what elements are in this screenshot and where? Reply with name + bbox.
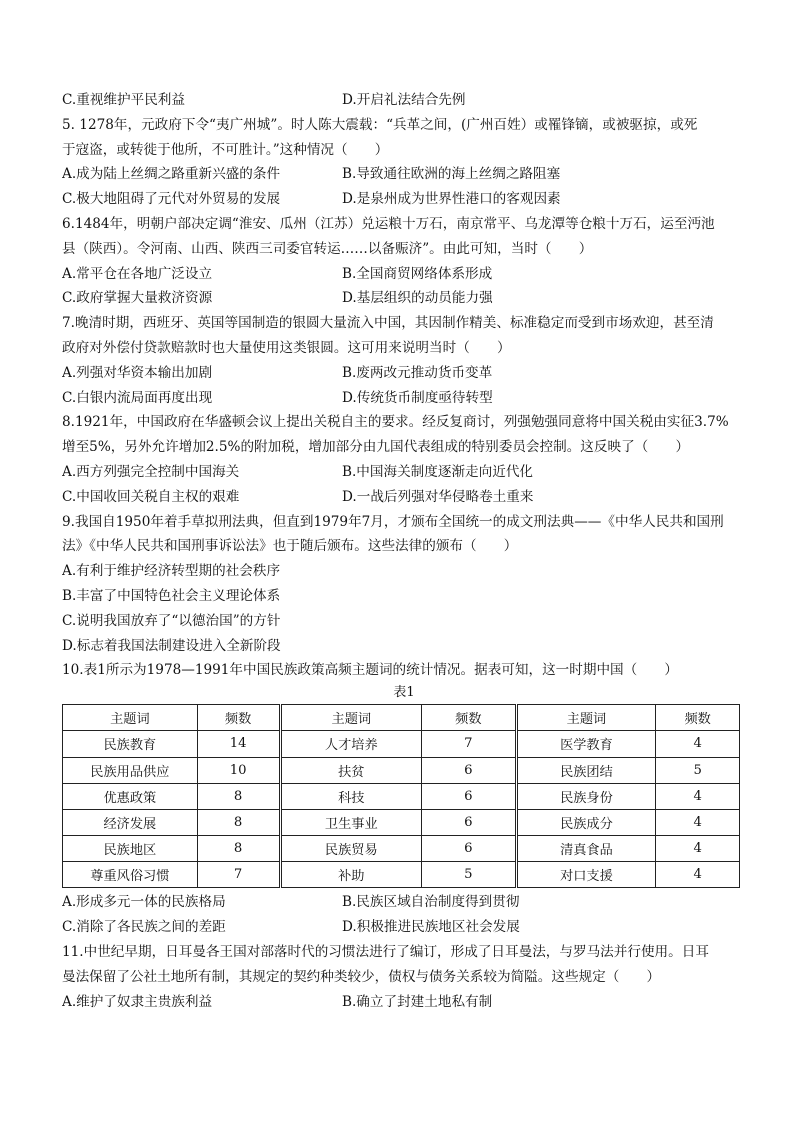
answer-option: B.废两改元推动货币变革: [342, 364, 493, 381]
option-row: [62, 990, 740, 1015]
question-text-line: 7.晚清时期，西班牙、英国等国制造的银圆大量流入中国，其因制作精美、标准稳定而受到市场欢迎，甚至清: [62, 315, 714, 332]
question-text-line: 于寇盗，或转徙于他所，不可胜计。”这种情况（ ）: [62, 141, 389, 158]
question-text-line: D.标志着我国法制建设进入全新阶段: [62, 637, 281, 654]
answer-option: B.民族区域自治制度得到贯彻: [342, 894, 520, 911]
question-text-line: 10.表1所示为1978—1991年中国民族政策高频主题词的统计情况。据表可知，这一时期中国（ ）: [62, 662, 679, 679]
option-row: [62, 485, 740, 510]
table-cell: 6: [422, 836, 517, 862]
question-text-line: 8.1921年，中国政府在华盛顿会议上提出关税自主的要求。经反复商讨，列强勉强同意将中国关税由实征3.7%: [62, 414, 729, 431]
table-cell: 民族成分: [516, 809, 656, 835]
table-cell: 扶贫: [280, 757, 422, 783]
table-header-cell: 主题词: [63, 705, 198, 731]
table-cell: 对口支援: [516, 862, 656, 888]
option-row: [62, 915, 740, 940]
table-cell: 优惠政策: [63, 783, 198, 809]
answer-option: A.成为陆上丝绸之路重新兴盛的条件: [62, 166, 281, 183]
table-header-cell: 频数: [656, 705, 740, 731]
table-header-cell: 主题词: [516, 705, 656, 731]
table-body: [63, 731, 740, 888]
answer-option: D.积极推进民族地区社会发展: [342, 919, 520, 936]
table-cell: 经济发展: [63, 809, 198, 835]
table-cell: 5: [422, 862, 517, 888]
questions-after-table: [62, 890, 740, 1014]
table-cell: 4: [656, 862, 740, 888]
table-row: [63, 836, 740, 862]
answer-option: C.消除了各民族之间的差距: [62, 919, 226, 936]
theme-word-table: [62, 704, 740, 888]
table-cell: 5: [656, 757, 740, 783]
question-text-line: 9.我国自1950年着手草拟刑法典，但直到1979年7月，才颁布全国统一的成文刑法典——《中华人民共和国刑: [62, 513, 724, 530]
table-cell: 4: [656, 783, 740, 809]
answer-option: B.全国商贸网络体系形成: [342, 265, 493, 282]
table-cell: 4: [656, 809, 740, 835]
table-cell: 6: [422, 757, 517, 783]
table-cell: 科技: [280, 783, 422, 809]
table-cell: 人才培养: [280, 731, 422, 757]
question-text-line: 5. 1278年，元政府下令“夷广州城”。时人陈大震载：“兵革之间，(广州百姓）或罹锋镝，或被驱掠，或死: [62, 116, 698, 133]
question-text-line: 曼法保留了公社土地所有制，其规定的契约种类较少，债权与债务关系较为简隘。这些规定（ ）: [62, 968, 661, 985]
table-cell: 8: [197, 836, 280, 862]
table-cell: 14: [197, 731, 280, 757]
option-row: [62, 361, 740, 386]
answer-option: A.维护了奴隶主贵族利益: [62, 993, 213, 1010]
option-row: [62, 262, 740, 287]
answer-option: D.开启礼法结合先例: [342, 92, 466, 108]
answer-option: C.重视维护平民利益: [62, 92, 185, 108]
answer-option: D.传统货币制度亟待转型: [342, 389, 493, 406]
table-cell: 7: [422, 731, 517, 757]
option-row: [62, 890, 740, 915]
answer-option: D.一战后列强对华侵略卷土重来: [342, 488, 534, 505]
table-cell: 8: [197, 783, 280, 809]
answer-option: A.西方列强完全控制中国海关: [62, 463, 240, 480]
answer-option: B.导致通往欧洲的海上丝绸之路阻塞: [342, 166, 561, 183]
table-cell: 医学教育: [516, 731, 656, 757]
option-row: [62, 88, 740, 113]
answer-option: D.是泉州成为世界性港口的客观因素: [342, 191, 561, 208]
questions-before-table: [62, 88, 740, 683]
option-row: [62, 460, 740, 485]
table-row: [63, 757, 740, 783]
answer-option: C.白银内流局面再度出现: [62, 389, 213, 406]
answer-option: D.基层组织的动员能力强: [342, 290, 493, 307]
table-cell: 10: [197, 757, 280, 783]
question-text-line: 11.中世纪早期，日耳曼各王国对部落时代的习惯法进行了编订，形成了日耳曼法，与罗马法并行使用。日耳: [62, 944, 709, 961]
answer-option: B.确立了封建土地私有制: [342, 993, 493, 1010]
question-text-line: 县（陕西）。令河南、山西、陕西三司委官转运……以备赈济”。由此可知，当时（ ）: [62, 240, 593, 257]
table-header-row: [63, 705, 740, 731]
option-row: [62, 187, 740, 212]
question-text-line: 增至5%，另外允许增加2.5%的附加税，增加部分由九国代表组成的特别委员会控制。这反映了（ ）: [62, 439, 690, 456]
table-cell: 民族用品供应: [63, 757, 198, 783]
table-row: [63, 809, 740, 835]
question-text-line: A.有利于维护经济转型期的社会秩序: [62, 563, 281, 580]
table-header-cell: 频数: [197, 705, 280, 731]
table-row: [63, 862, 740, 888]
table-cell: 8: [197, 809, 280, 835]
question-text-line: 法》《中华人民共和国刑事诉讼法》也于随后颁布。这些法律的颁布（ ）: [62, 538, 518, 555]
question-text-line: 6.1484年，明朝户部决定调“淮安、瓜州（江苏）兑运粮十万石，南京常平、乌龙潭等仓粮十万石，运至沔池: [62, 215, 715, 232]
table-cell: 民族团结: [516, 757, 656, 783]
answer-option: C.极大地阻碍了元代对外贸易的发展: [62, 191, 281, 208]
table-cell: 6: [422, 809, 517, 835]
table-row: [63, 731, 740, 757]
table-row: [63, 783, 740, 809]
table-cell: 民族身份: [516, 783, 656, 809]
answer-option: A.形成多元一体的民族格局: [62, 894, 226, 911]
table-cell: 补助: [280, 862, 422, 888]
option-row: [62, 286, 740, 311]
table-cell: 卫生事业: [280, 809, 422, 835]
answer-option: C.中国收回关税自主权的艰难: [62, 488, 240, 505]
question-text-line: B.丰富了中国特色社会主义理论体系: [62, 587, 281, 604]
answer-option: C.政府掌握大量救济资源: [62, 290, 213, 307]
table-cell: 6: [422, 783, 517, 809]
table-header-cell: 主题词: [280, 705, 422, 731]
answer-option: B.中国海关制度逐渐走向近代化: [342, 463, 534, 480]
table-cell: 4: [656, 731, 740, 757]
answer-option: A.列强对华资本输出加剧: [62, 364, 213, 381]
question-text-line: C.说明我国放弃了“以德治国”的方针: [62, 612, 281, 629]
table-cell: 清真食品: [516, 836, 656, 862]
table-cell: 民族地区: [63, 836, 198, 862]
table-cell: 4: [656, 836, 740, 862]
option-row: [62, 386, 740, 411]
table-cell: 民族贸易: [280, 836, 422, 862]
table-cell: 尊重风俗习惯: [63, 862, 198, 888]
table-caption: 表1: [393, 685, 415, 701]
question-text-line: 政府对外偿付贷款赔款时也大量使用这类银圆。这可用来说明当时（ ）: [62, 339, 511, 356]
table-header-cell: 频数: [422, 705, 517, 731]
option-row: [62, 162, 740, 187]
exam-page: [62, 88, 740, 1014]
table-cell: 民族教育: [63, 731, 198, 757]
table-cell: 7: [197, 862, 280, 888]
answer-option: A.常平仓在各地广泛设立: [62, 265, 213, 282]
